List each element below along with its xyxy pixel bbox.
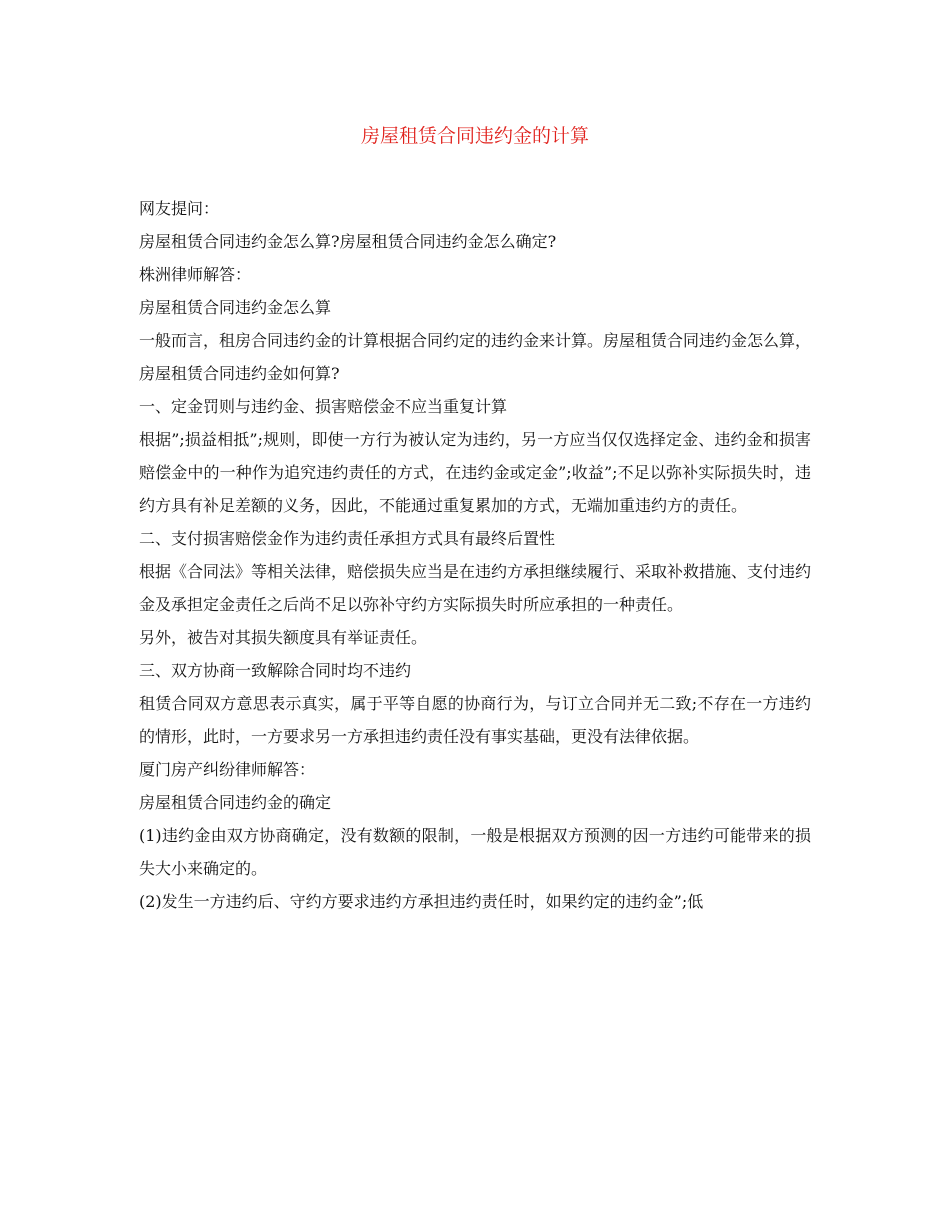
paragraph-section-3-heading: 三、双方协商一致解除合同时均不违约 — [139, 661, 412, 680]
paragraph-item-2: (2)发生一方违约后、守约方要求违约方承担违约责任时，如果约定的违约金”;低 — [139, 892, 704, 911]
paragraph-section-3-body: 租赁合同双方意思表示真实，属于平等自愿的协商行为，与订立合同并无二致;不存在一方违约的情形，此时，一方要求另一方承担违约责任没有事实基础，更没有法律依据。 — [139, 694, 811, 746]
document-body — [139, 192, 811, 918]
paragraph-subheading-determine: 房屋租赁合同违约金的确定 — [139, 793, 332, 812]
paragraph-intro: 一般而言，租房合同违约金的计算根据合同约定的违约金来计算。房屋租赁合同违约金怎么算，房屋租赁合同违约金如何算? — [139, 331, 812, 383]
paragraph-section-2-heading: 二、支付损害赔偿金作为违约责任承担方式具有最终后置性 — [139, 529, 556, 548]
paragraph-answer-label-zhuzhou: 株洲律师解答： — [139, 265, 252, 284]
paragraph-item-1: (1)违约金由双方协商确定，没有数额的限制，一般是根据双方预测的因一方违约可能带来的损失大小来确定的。 — [139, 826, 811, 878]
paragraph-question-label: 网友提问： — [139, 199, 220, 218]
paragraph-section-2-body: 根据《合同法》等相关法律，赔偿损失应当是在违约方承担继续履行、采取补救措施、支付违约金及承担定金责任之后尚不足以弥补守约方实际损失时所应承担的一种责任。 — [139, 562, 812, 614]
paragraph-question: 房屋租赁合同违约金怎么算?房屋租赁合同违约金怎么确定? — [139, 232, 557, 251]
paragraph-section-1-heading: 一、定金罚则与违约金、损害赔偿金不应当重复计算 — [139, 397, 508, 416]
document-title: 房屋租赁合同违约金的计算 — [360, 125, 589, 147]
paragraph-subheading-calc: 房屋租赁合同违约金怎么算 — [139, 298, 332, 317]
paragraph-section-2-note: 另外，被告对其损失额度具有举证责任。 — [139, 628, 428, 647]
paragraph-section-1-body: 根据”;损益相抵”;规则，即使一方行为被认定为违约，另一方应当仅仅选择定金、违约金和损害赔偿金中的一种作为追究违约责任的方式，在违约金或定金”;收益”;不足以弥补实际损失时，违约方具有补足差额的义务，因此，不能通过重复累加的方式，无端加重违约方的责任。 — [139, 430, 811, 515]
paragraph-answer-label-xiamen: 厦门房产纠纷律师解答： — [139, 760, 316, 779]
